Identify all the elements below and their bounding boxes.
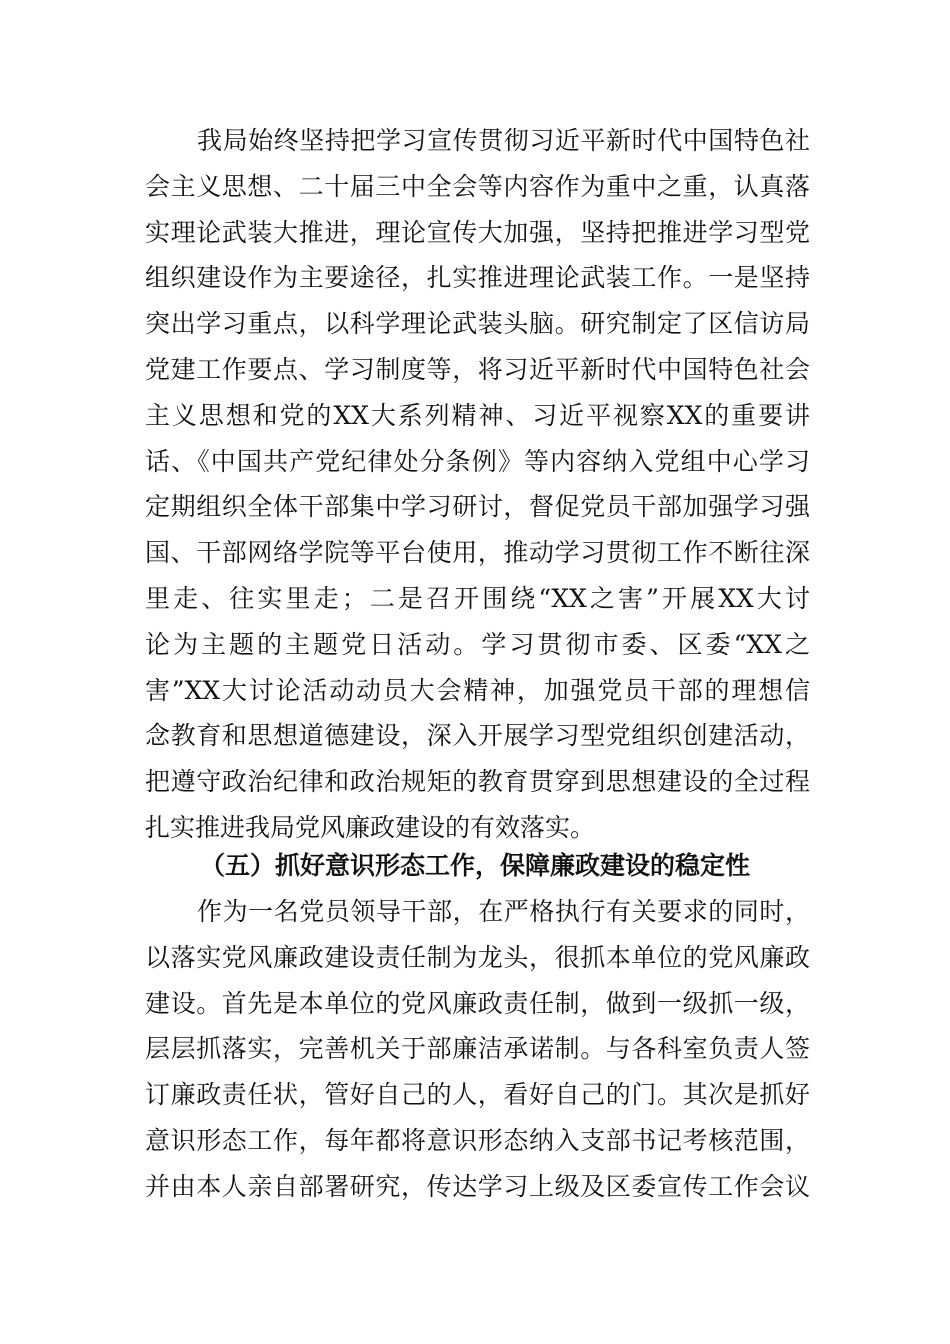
paragraph-line: 并由本人亲自部署研究，传达学习上级及区委宣传工作会议 <box>145 1171 810 1201</box>
paragraph-line: 突出学习重点，以科学理论武装头脑。研究制定了区信访局 <box>145 309 810 339</box>
paragraph-line: 会主义思想、二十届三中全会等内容作为重中之重，认真落 <box>145 171 810 201</box>
paragraph-1 <box>145 118 810 851</box>
paragraph-line: 国、干部网络学院等平台使用，推动学习贯彻工作不断往深 <box>145 538 810 568</box>
paragraph-line: 实理论武装大推进，理论宣传大加强，坚持把推进学习型党 <box>145 217 810 247</box>
paragraph-line: 主义思想和党的XX大系列精神、习近平视察XX的重要讲 <box>145 400 810 430</box>
paragraph-line: 念教育和思想道德建设，深入开展学习型党组织创建活动， <box>145 721 810 751</box>
section-heading-text: （五）抓好意识形态工作，保障廉政建设的稳定性 <box>200 851 751 880</box>
paragraph-line: 以落实党风廉政建设责任制为龙头，很抓本单位的党风廉政 <box>145 942 810 972</box>
paragraph-line: 组织建设作为主要途径，扎实推进理论武装工作。一是坚持 <box>145 263 810 293</box>
paragraph-2 <box>145 889 810 1210</box>
paragraph-line: 害”XX大讨论活动动员大会精神，加强党员干部的理想信 <box>145 675 810 705</box>
paragraph-line: 作为一名党员领导干部，在严格执行有关要求的同时， <box>197 897 810 926</box>
paragraph-line: 建设。首先是本单位的党风廉政责任制，做到一级抓一级， <box>145 988 810 1018</box>
paragraph-line: 层层抓落实，完善机关于部廉洁承诺制。与各科室负责人签 <box>145 1034 810 1064</box>
paragraph-line: 定期组织全体干部集中学习研讨，督促党员干部加强学习强 <box>145 492 810 522</box>
paragraph-line: 话、《中国共产党纪律处分条例》等内容纳入党组中心学习 <box>145 446 810 476</box>
paragraph-line: 订廉政责任状，管好自己的人，看好自己的门。其次是抓好 <box>145 1080 810 1110</box>
section-heading <box>145 843 810 889</box>
paragraph-line: 意识形态工作，每年都将意识形态纳入支部书记考核范围， <box>145 1125 810 1155</box>
paragraph-line: 论为主题的主题党日活动。学习贯彻市委、区委“XX之 <box>145 629 810 659</box>
paragraph-line: 党建工作要点、学习制度等，将习近平新时代中国特色社会 <box>145 354 810 384</box>
paragraph-line: 扎实推进我局党风廉政建设的有效落实。 <box>145 812 596 842</box>
paragraph-line: 我局始终坚持把学习宣传贯彻习近平新时代中国特色社 <box>197 126 810 155</box>
paragraph-line: 把遵守政治纪律和政治规矩的教育贯穿到思想建设的全过程 <box>145 767 810 797</box>
paragraph-line: 里走、往实里走；二是召开围绕“XX之害”开展XX大讨 <box>145 583 810 613</box>
